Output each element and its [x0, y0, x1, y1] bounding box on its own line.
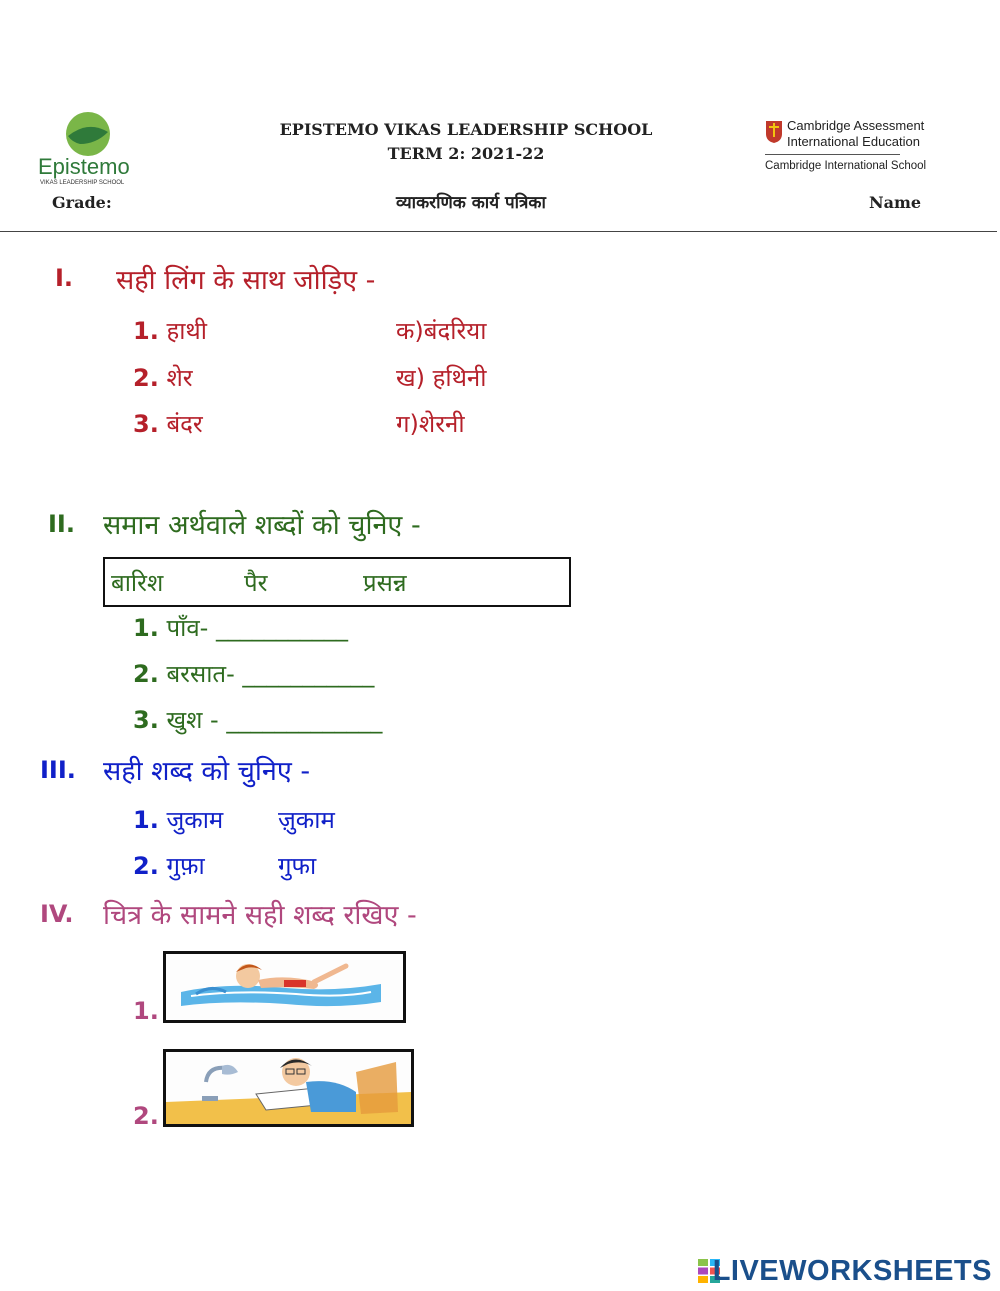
section3-option-1b[interactable]: ज़ुकाम [278, 806, 335, 834]
cambridge-line3: Cambridge International School [765, 160, 927, 172]
section4-item-1-number: 1. [133, 997, 159, 1025]
word-bank-word: बारिश [111, 569, 164, 597]
section1-match-3: ग)शेरनी [396, 410, 465, 438]
word-bank-box [103, 557, 571, 607]
section2-item-3[interactable] [133, 703, 382, 736]
reading-boy-icon [166, 1052, 411, 1124]
term-label: TERM 2: 2021-22 [387, 144, 545, 163]
word-option[interactable]: गुफ़ा [166, 852, 205, 880]
match-left: हाथी [166, 317, 207, 345]
header-divider [0, 231, 997, 232]
section1-item-2 [133, 361, 193, 394]
section3-title: सही शब्द को चुनिए - [103, 756, 311, 787]
logo-text: Epistemo [38, 154, 130, 179]
answer-blank[interactable]: खुश - _____________ [166, 706, 383, 734]
cambridge-rule [765, 154, 900, 155]
liveworksheets-brand[interactable]: LIVEWORKSHEETS [712, 1255, 992, 1287]
name-label: Name [869, 193, 922, 212]
section1-title: सही लिंग के साथ जोड़िए - [116, 265, 376, 296]
item-number: 3. [133, 410, 159, 438]
school-name: EPISTEMO VIKAS LEADERSHIP SCHOOL [279, 120, 653, 139]
section3-roman: III. [40, 756, 76, 784]
section2-title: समान अर्थवाले शब्दों को चुनिए - [103, 510, 421, 541]
answer-blank[interactable]: पाँव- ___________ [166, 614, 348, 642]
section1-item-3 [133, 407, 203, 440]
section1-roman: I. [55, 264, 74, 292]
item-number: 1. [133, 614, 159, 642]
section1-match-2: ख) हथिनी [396, 364, 487, 392]
logo-subtext: VIKAS LEADERSHIP SCHOOL [40, 180, 125, 186]
cambridge-line1: Cambridge Assessment [787, 118, 925, 133]
item-number: 1. [133, 806, 159, 834]
school-logo [36, 110, 146, 190]
answer-blank[interactable]: बरसात- ___________ [166, 660, 375, 688]
section3-item-1 [133, 803, 223, 836]
section4-title: चित्र के सामने सही शब्द रखिए - [103, 900, 417, 931]
section3-item-2 [133, 849, 205, 882]
item-number: 2. [133, 364, 159, 392]
word-option[interactable]: जुकाम [166, 806, 224, 834]
section1-item-1 [133, 314, 207, 347]
word-bank-word: पैर [244, 569, 268, 597]
section2-roman: II. [48, 510, 75, 538]
sheet-title: व्याकरणिक कार्य पत्रिका [396, 193, 546, 213]
swimming-boy-icon [166, 954, 403, 1020]
section1-match-1: क)बंदरिया [396, 317, 487, 345]
section4-item-2-number: 2. [133, 1102, 159, 1130]
cambridge-line2: International Education [787, 134, 920, 149]
item-number: 3. [133, 706, 159, 734]
item-number: 2. [133, 852, 159, 880]
cambridge-shield-icon [765, 120, 783, 144]
item-number: 2. [133, 660, 159, 688]
item-number: 1. [133, 317, 159, 345]
match-left: शेर [166, 364, 193, 392]
section2-item-2[interactable] [133, 657, 374, 690]
swimming-boy-picture [163, 951, 406, 1023]
section2-item-1[interactable] [133, 611, 348, 644]
reading-boy-picture [163, 1049, 414, 1127]
word-bank-word: प्रसन्न [363, 569, 407, 597]
grade-label: Grade: [52, 193, 112, 212]
section4-roman: IV. [40, 900, 74, 928]
section3-option-2b[interactable]: गुफा [278, 852, 317, 880]
cambridge-logo [765, 118, 945, 178]
match-left: बंदर [166, 410, 203, 438]
